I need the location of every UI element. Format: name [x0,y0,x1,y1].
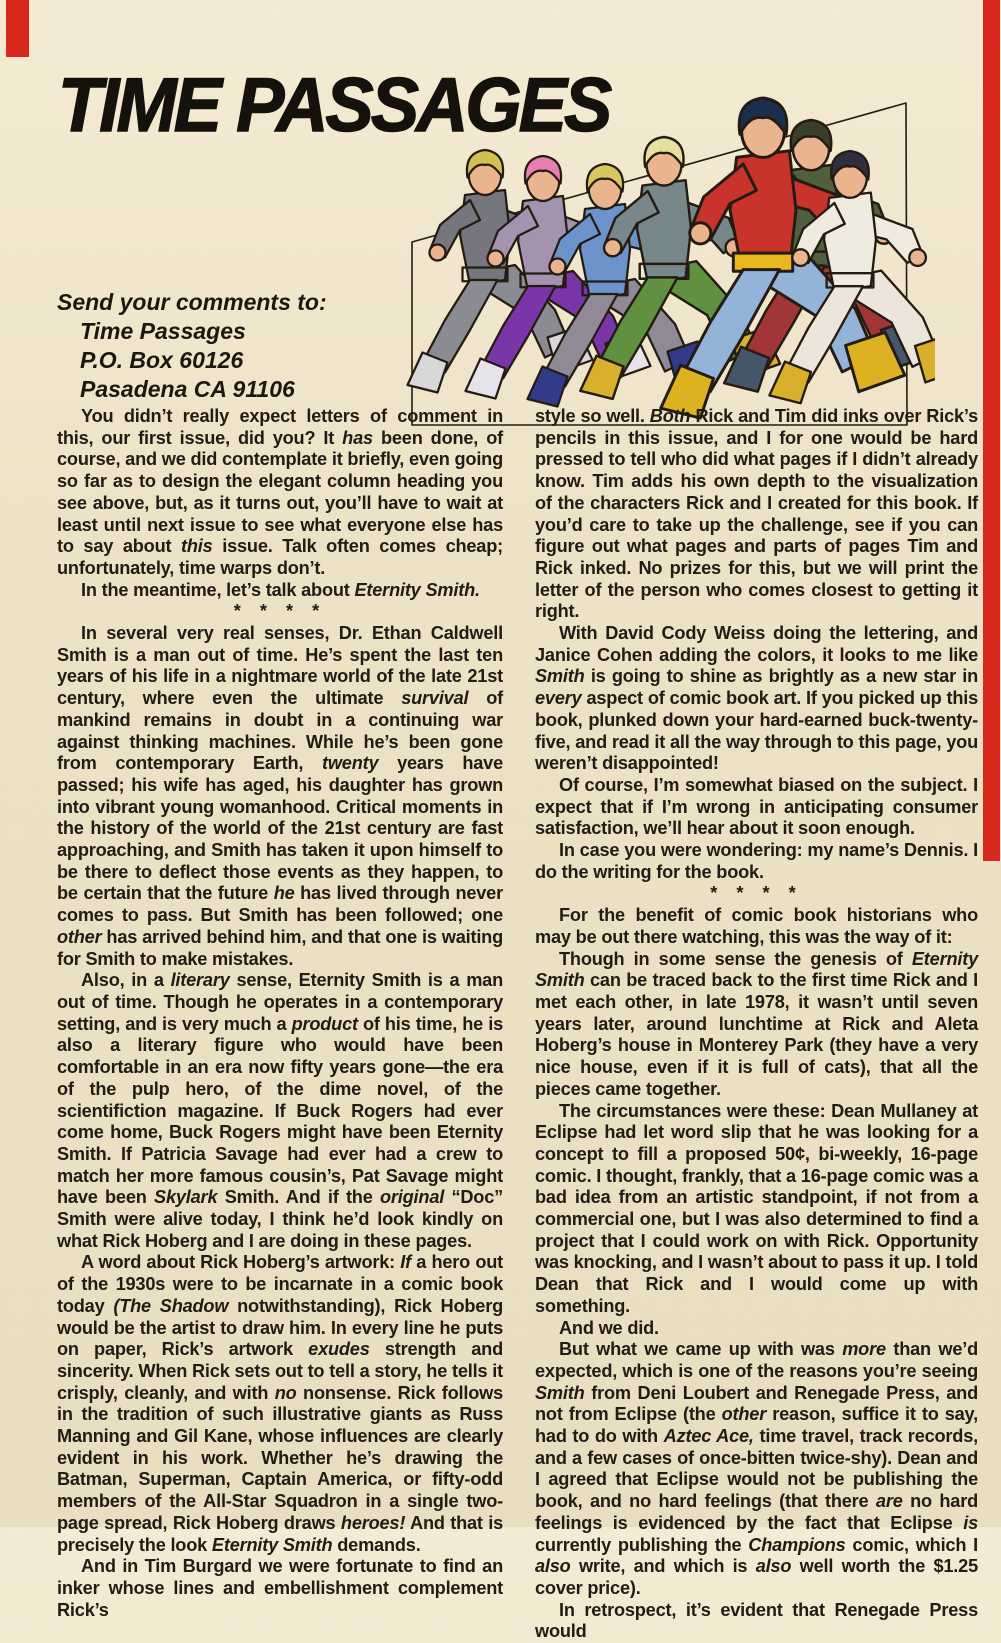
page-edge-red-left [6,0,29,57]
address-line: Pasadena CA 91106 [80,376,295,402]
paragraph: But what we came up with was more than we’d expected, which is one of the reasons you’re seeing Smith from Deni Loubert and Renegade Press, and not from Eclipse (the other reason, suffice it to say, had to do with Aztec Ace, time travel, track records, and a few cases of once-bitten twice-shy). Dean and I agreed that Eclipse would not be publishing the book, and no hard feelings (that there are no hard feelings is evidenced by the fact that Eclipse is currently publishing the Champions comic, which I also write, and which is also well worth the $1.25 cover price). [535,1339,979,1598]
paragraph: Of course, I’m somewhat biased on the subject. I expect that if I’m wrong in anticipating consumer satisfaction, we’ll hear about it soon enough. [535,774,978,839]
section-divider: * * * * [710,883,803,904]
right-column [535,406,978,1643]
paragraph: In case you were wondering: my name’s Dennis. I do the writing for the book. [535,840,978,882]
paragraph: Though in some sense the genesis of Eternity Smith can be traced back to the first time Rick and I met each other, in late 1978, it wasn’t until seven years later, around lunchtime at Rick and Aleta Hoberg’s house in Monterey Park (they have a very nice house, even if it is full of cats), that all the pieces came together. [535,948,978,1099]
header-illustration [405,92,935,432]
address-intro: Send your comments to: [57,289,327,315]
paragraph: In the meantime, let’s talk about Eternity Smith. [81,579,480,600]
paragraph: A word about Rick Hoberg’s artwork: If a hero out of the 1930s were to be incarnate in a comic book today (The Shadow notwithstanding), Rick Hoberg would be the artist to draw him. In every line he puts on paper, Rick’s artwork exudes strength and sincerity. When Rick sets out to tell a story, he tells it crisply, cleanly, and with no nonsense. Rick follows in the tradition of such illustrative giants as Russ Manning and Gil Kane, whose influences are clearly evident in his work. Whether he’s drawing the Batman, Superman, Captain America, or fifty-odd members of the All-Star Squadron in a single two-page spread, Rick Hoberg draws heroes! And that is precisely the look Eternity Smith demands. [57,1252,504,1555]
paragraph: For the benefit of comic book historians who may be out there watching, this was the way of it: [535,905,978,947]
paragraph: With David Cody Weiss doing the lettering, and Janice Cohen adding the colors, it looks to me like Smith is going to shine as brightly as a new star in every aspect of comic book art. If you picked up this book, plunked down your hard-earned buck-twenty-five, and read it all the way through to this page, you weren’t disappointed! [535,623,978,774]
paragraph: In several very real senses, Dr. Ethan Caldwell Smith is a man out of time. He’s spent the last ten years of his life in a nightmare world of the late 21st century, where even the ultimate survival of mankind remains in doubt in a continuing war against thinking machines. While he’s been gone from contemporary Earth, twenty years have passed; his wife has aged, his daughter has grown into vibrant young womanhood. Critical moments in the history of the world of the 21st century are fast approaching, and Smith has taken it upon himself to be there to deflect those events as they happen, to be certain that the future he has lived through never comes to pass. But Smith has been followed; one other has arrived behind him, and that one is waiting for Smith to make mistakes. [57,623,504,969]
address-line: P.O. Box 60126 [80,347,244,373]
paragraph: And we did. [559,1317,659,1338]
address-lines [57,317,437,404]
paragraph: And in Tim Burgard we were fortunate to find an inker whose lines and embellishment complement Rick’s [57,1556,503,1620]
paragraph: The circumstances were these: Dean Mullaney at Eclipse had let word slip that he was looking for a concept to fill a proposed 50¢, bi-weekly, 16-page comic. I thought, frankly, that a 16-page comic was a bad idea from an artistic standpoint, if not from a commercial one, but I was also determined to find a project that I could work on with Rick. Opportunity was knocking, and I wasn’t about to pass it up. I told Dean that Rick and I would come up with something. [535,1100,978,1316]
paragraph: In retrospect, it’s evident that Renegade Press would [535,1599,978,1642]
page-edge-red-right [983,0,1000,861]
address-block [57,288,437,404]
paragraph: Also, in a literary sense, Eternity Smith is a man out of time. Though he operates in a contemporary setting, and is very much a product of his time, he is also a literary figure who would have been comfortable in an era now fifty years gone—the era of the pulp hero, of the dime novel, of the scientifiction magazine. If Buck Rogers had ever come home, Buck Rogers might have been Eternity Smith. If Patricia Savage had ever had a crew to match her more famous cousin’s, Pat Savage might have been Skylark Smith. And if the original “Doc” Smith were alive today, I think he’d look kindly on what Rick Hoberg and I are doing in these pages. [57,970,503,1251]
section-divider: * * * * [233,601,327,622]
page-title: TIME PASSAGES [58,63,610,148]
paragraph: You didn’t really expect letters of comment in this, our first issue, did you? It has been done, of course, and we did contemplate it briefly, even going so far as to design the elegant column heading you see above, but, as it turns out, you’ll have to wait at least until next issue to see what everyone else has to say about this issue. Talk often comes cheap; unfortunately, time warps don’t. [57,406,503,578]
paragraph: style so well. Both Rick and Tim did inks over Rick’s pencils in this issue, and I for one would be hard pressed to tell who did what pages if I didn’t already know. Tim adds his own depth to the visualization of the characters Rick and I created for this book. If you’d care to take up the challenge, see if you can figure out what pages and parts of pages Tim and Rick inked. No prizes for this, but we will print the letter of the person who comes closest to getting it right. [535,406,978,622]
address-line: Time Passages [80,318,246,344]
left-column [57,406,503,1621]
